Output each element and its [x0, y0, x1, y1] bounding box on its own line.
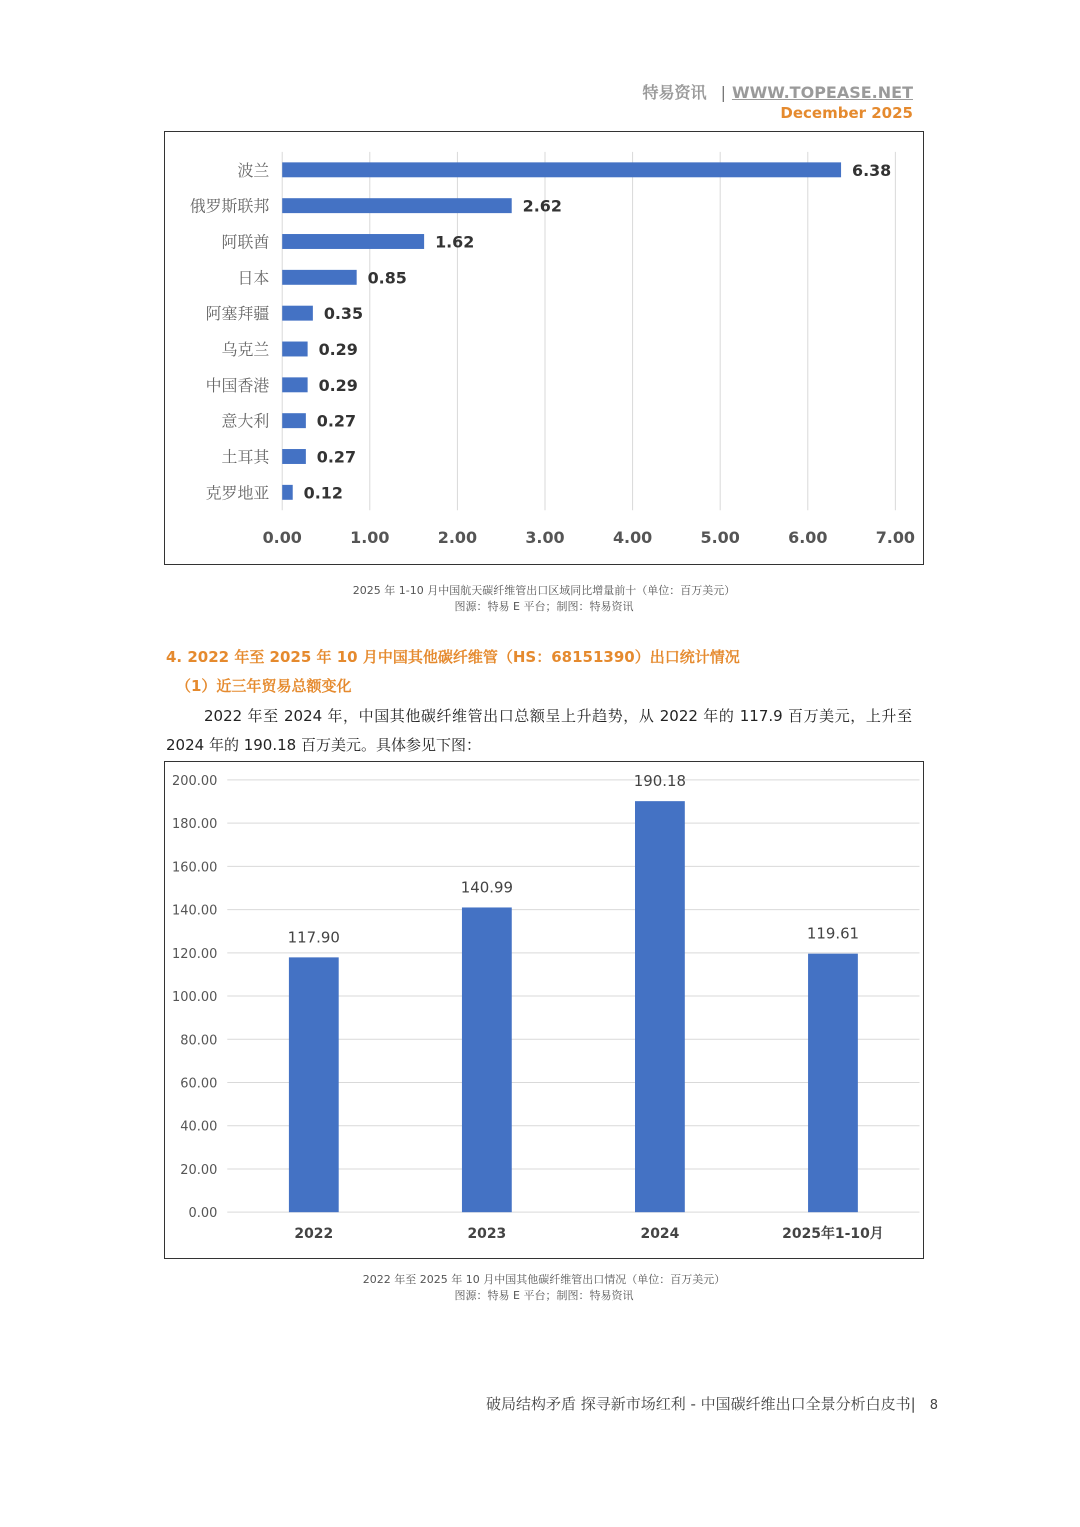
x-tick-label: 1.00 — [350, 528, 390, 548]
data-label: 0.29 — [318, 339, 358, 359]
data-label: 0.35 — [323, 304, 364, 324]
figure2-caption: 2022 年至 2025 年 10 月中国其他碳纤维管出口情况（单位：百万美元） — [362, 1273, 726, 1286]
bar — [282, 234, 424, 249]
page-number: 8 — [929, 1398, 938, 1413]
data-label: 190.18 — [633, 772, 687, 791]
vbar-chart — [165, 762, 923, 1258]
bar — [635, 801, 685, 1212]
x-tick-label: 7.00 — [875, 528, 915, 548]
header-brand-line — [643, 80, 913, 103]
category-label: 2024 — [640, 1226, 680, 1243]
data-label: 119.61 — [806, 924, 860, 943]
bar — [282, 377, 307, 392]
data-label: 0.27 — [316, 411, 357, 431]
category-label: 波兰 — [237, 160, 270, 180]
bar — [462, 907, 512, 1212]
chart-export-total — [164, 761, 924, 1259]
y-tick-label: 20.00 — [180, 1162, 218, 1178]
y-tick-label: 60.00 — [180, 1076, 218, 1092]
x-tick-label: 6.00 — [788, 528, 828, 548]
figure1-source: 图源：特易 E 平台；制图：特易资讯 — [454, 600, 634, 613]
data-label: 0.12 — [303, 483, 343, 503]
bar — [282, 449, 306, 464]
category-label: 土耳其 — [221, 447, 270, 467]
header-separator: | — [720, 83, 726, 102]
y-tick-label: 180.00 — [172, 817, 218, 833]
y-tick-label: 140.00 — [172, 903, 218, 919]
chart-region-increment — [164, 131, 924, 565]
header-date: December 2025 — [780, 104, 913, 122]
category-label: 阿联酋 — [221, 232, 270, 252]
category-label: 意大利 — [221, 411, 270, 431]
y-tick-label: 80.00 — [180, 1033, 218, 1049]
category-label: 日本 — [237, 268, 270, 288]
bar — [282, 342, 307, 357]
x-tick-label: 5.00 — [700, 528, 740, 548]
category-label: 俄罗斯联邦 — [189, 196, 270, 216]
bar — [282, 198, 511, 213]
category-label: 中国香港 — [205, 375, 270, 395]
x-tick-label: 4.00 — [612, 528, 653, 548]
y-tick-label: 200.00 — [172, 773, 218, 789]
y-tick-label: 160.00 — [172, 860, 218, 876]
bar — [282, 270, 356, 285]
data-label: 0.27 — [316, 447, 357, 467]
category-label: 克罗地亚 — [205, 483, 270, 503]
y-tick-label: 40.00 — [180, 1119, 218, 1135]
hbar-chart — [165, 132, 923, 564]
data-label: 0.29 — [318, 375, 358, 395]
header-brand: 特易资讯 — [642, 83, 707, 102]
y-tick-label: 120.00 — [172, 946, 218, 962]
data-label: 2.62 — [522, 196, 562, 216]
figure1-caption-block — [164, 583, 924, 615]
figure2-caption-block — [164, 1272, 924, 1304]
footer-title: 破局结构矛盾 探寻新市场红利 - 中国碳纤维出口全景分析白皮书| — [485, 1395, 916, 1413]
y-tick-label: 0.00 — [188, 1206, 218, 1222]
bar — [282, 485, 293, 500]
category-label: 2025年1-10月 — [782, 1226, 884, 1243]
x-tick-label: 3.00 — [525, 528, 565, 548]
category-label: 2022 — [294, 1226, 334, 1243]
section-paragraph: 2022 年至 2024 年，中国其他碳纤维管出口总额呈上升趋势，从 2022 年的 117.9 百万美元，上升至 2024 年的 190.18 百万美元。具体参见下图： — [166, 707, 912, 754]
header-url-link[interactable]: WWW.TOPEASE.NET — [731, 83, 913, 102]
data-label: 0.85 — [367, 268, 407, 288]
data-label: 140.99 — [460, 878, 513, 897]
x-tick-label: 2.00 — [437, 528, 478, 548]
section-subtitle: （1）近三年贸易总额变化 — [176, 677, 352, 695]
figure1-caption: 2025 年 1-10 月中国航天碳纤维管出口区域同比增量前十（单位：百万美元） — [352, 584, 736, 597]
page-footer — [486, 1393, 938, 1414]
bar — [282, 306, 313, 321]
bar — [282, 413, 306, 428]
section-title: 4. 2022 年至 2025 年 10 月中国其他碳纤维管（HS：68151390）出口统计情况 — [166, 648, 740, 666]
bar — [289, 957, 339, 1212]
category-label: 乌克兰 — [221, 339, 270, 359]
data-label: 1.62 — [435, 232, 475, 252]
figure2-source: 图源：特易 E 平台；制图：特易资讯 — [454, 1289, 634, 1302]
bar — [282, 162, 841, 177]
category-label: 阿塞拜疆 — [205, 304, 270, 324]
data-label: 117.90 — [287, 928, 340, 947]
y-tick-label: 100.00 — [172, 990, 218, 1006]
bar — [808, 954, 858, 1213]
category-label: 2023 — [467, 1226, 507, 1243]
x-tick-label: 0.00 — [262, 528, 302, 548]
data-label: 6.38 — [852, 160, 892, 180]
